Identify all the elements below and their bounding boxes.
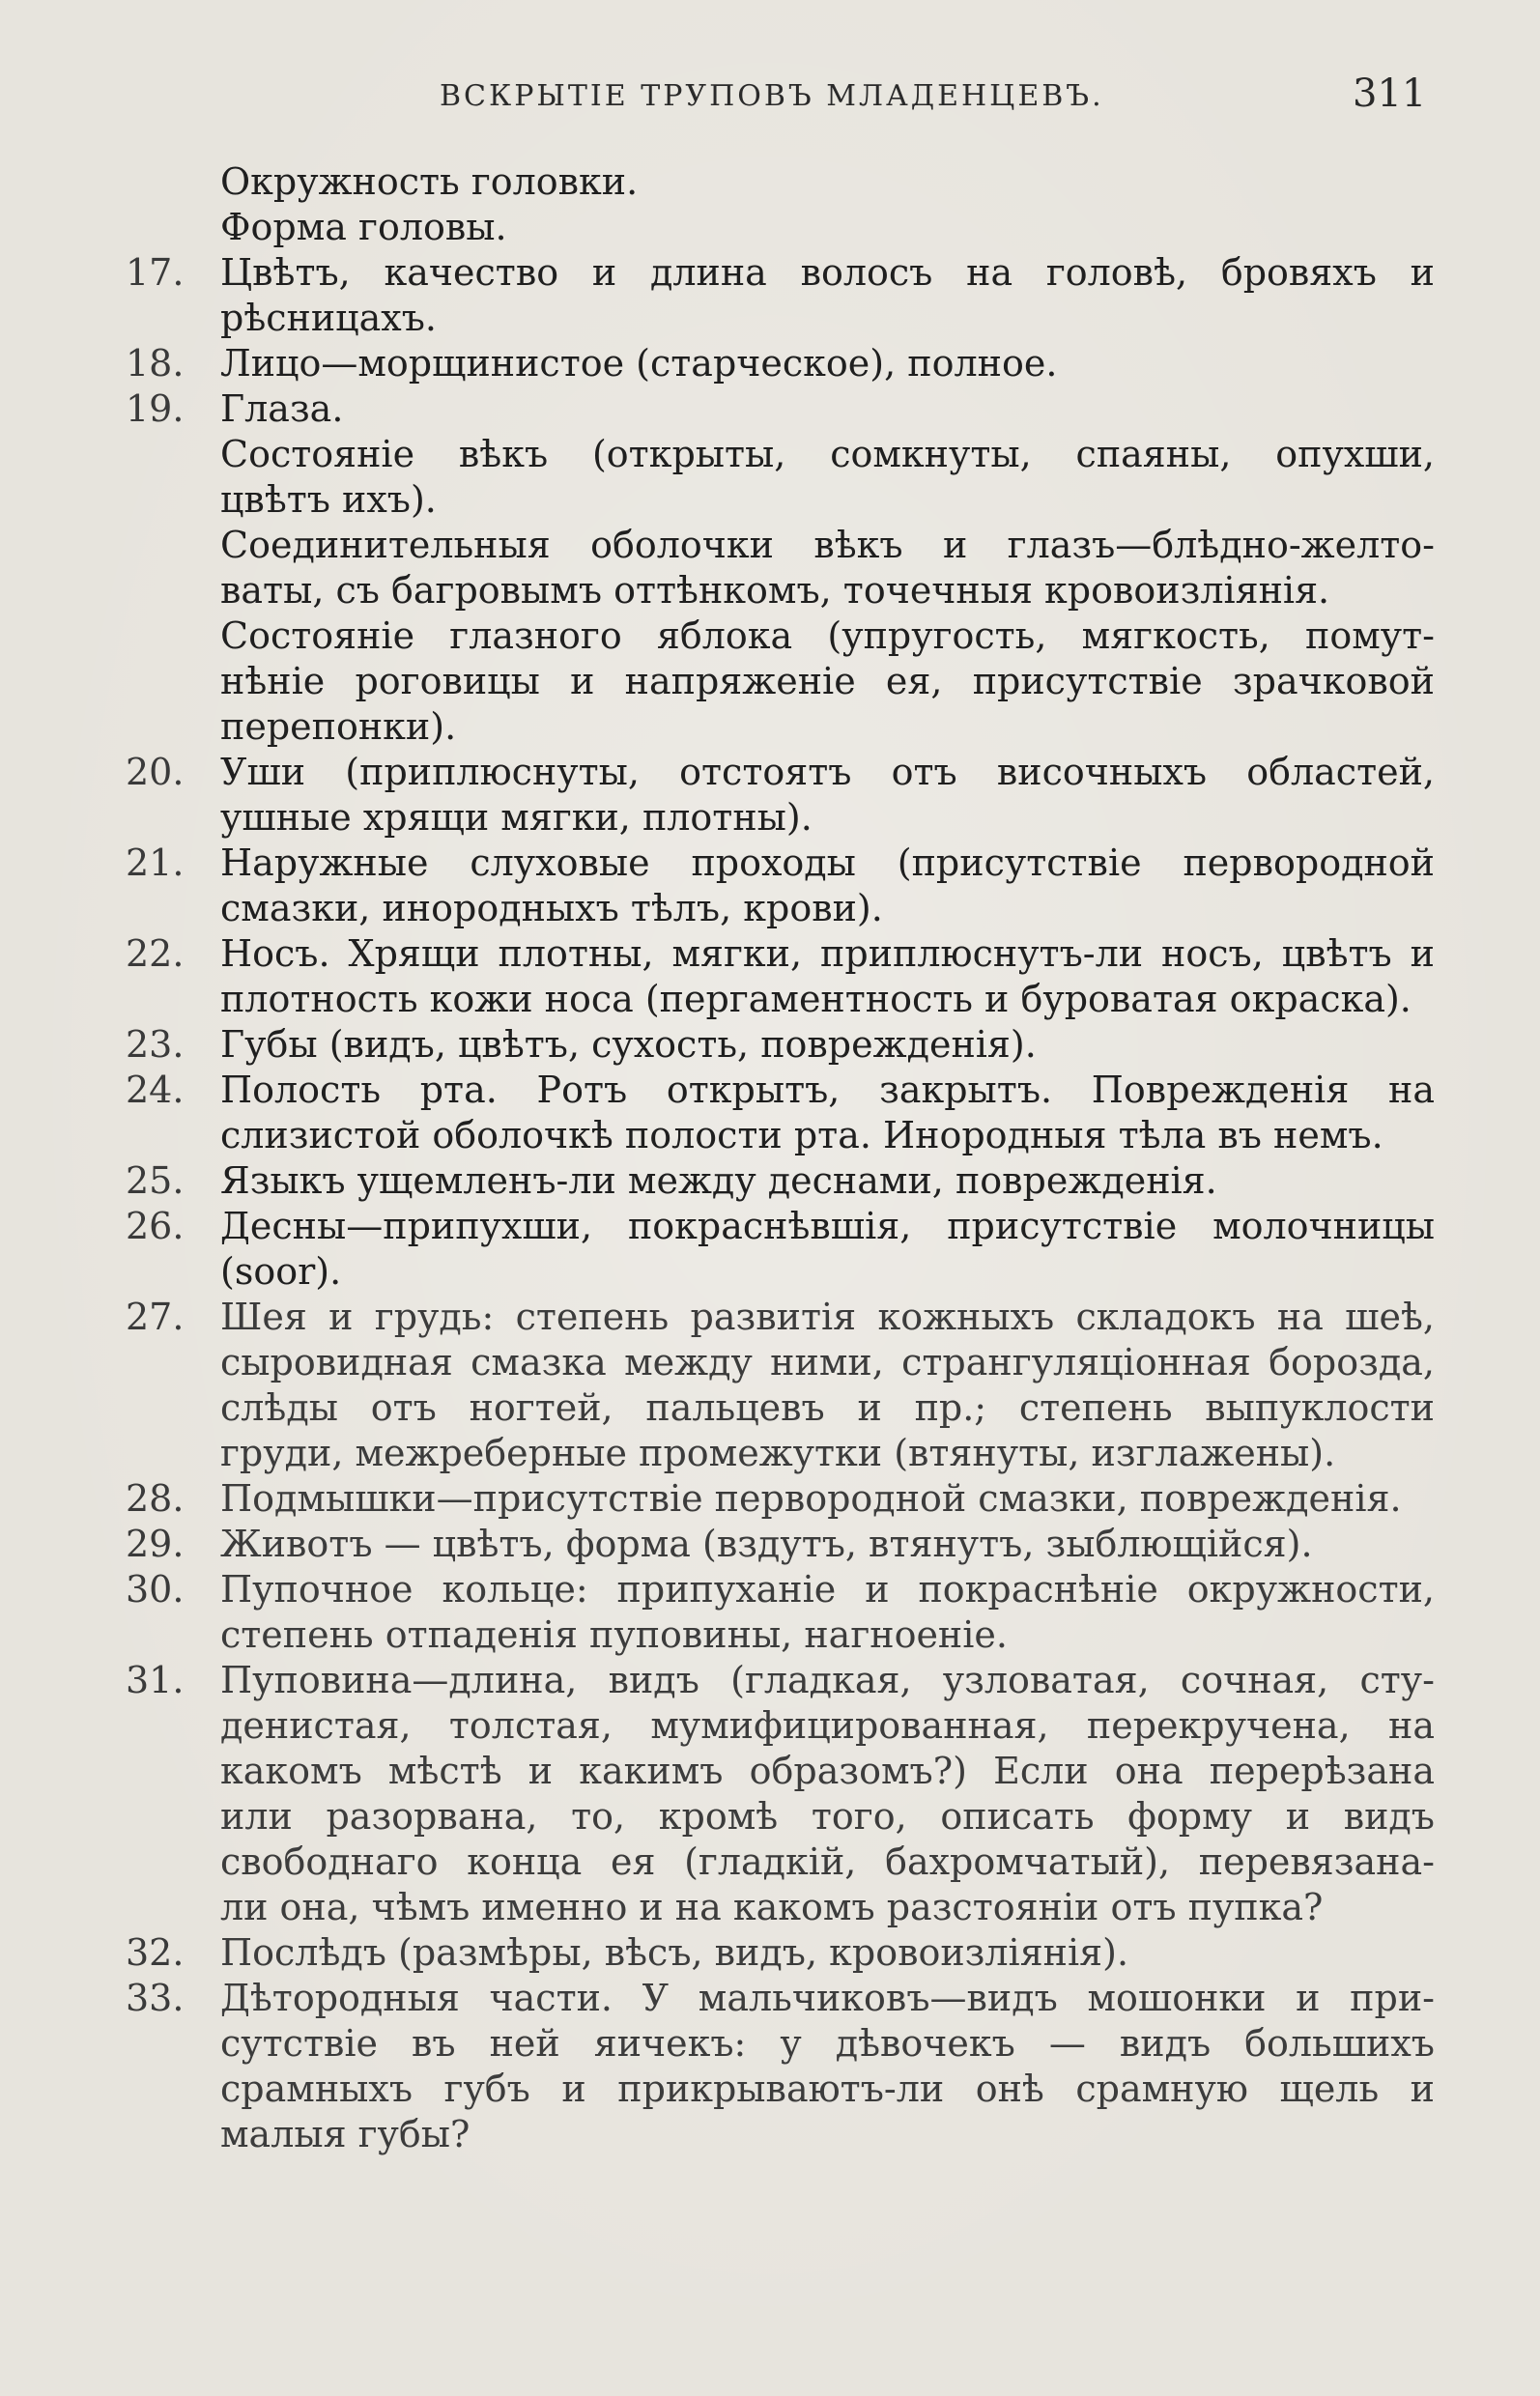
list-item [126, 1976, 1435, 2157]
item-text [220, 1068, 1435, 1158]
text-line: сутствіе въ ней яичекъ: у дѣвочекъ — видъ большихъ [220, 2022, 1435, 2065]
item-number: 17. [126, 251, 185, 294]
item-text [220, 613, 1435, 750]
item-text [220, 1976, 1435, 2157]
text-line: Глаза. [220, 387, 344, 430]
text-line: Носъ. Хрящи плотны, мягки, приплюснутъ-ли носъ, цвѣтъ и [220, 932, 1435, 975]
text-line: Десны—припухши, покраснѣвшія, присутствіе молочницы [220, 1205, 1435, 1247]
text-line: плотность кожи носа (пергаментность и буроватая окраска). [220, 978, 1412, 1020]
list-item [126, 613, 1435, 750]
text-line: Цвѣтъ, качество и длина волосъ на головѣ, бровяхъ и [220, 251, 1435, 294]
item-number: 25. [126, 1159, 185, 1202]
list-item [126, 1204, 1435, 1295]
list-item [126, 432, 1435, 523]
item-number: 22. [126, 932, 185, 975]
text-line: Губы (видъ, цвѣтъ, сухость, поврежденія). [220, 1023, 1037, 1066]
text-line: слѣды отъ ногтей, пальцевъ и пр.; степень выпуклости [220, 1386, 1435, 1429]
list-item [126, 386, 1435, 432]
text-line: смазки, инородныхъ тѣлъ, крови). [220, 887, 883, 929]
list-item [126, 250, 1435, 341]
text-line: малыя губы? [220, 2113, 471, 2155]
item-text [220, 341, 1435, 386]
item-text [220, 1658, 1435, 1930]
text-line: Дѣтородныя части. У мальчиковъ—видъ мошонки и при- [220, 1977, 1435, 2019]
item-text [220, 159, 1435, 205]
item-text [220, 1930, 1435, 1976]
text-line: Шея и грудь: степень развитія кожныхъ складокъ на шеѣ, [220, 1296, 1435, 1338]
page-body [126, 159, 1435, 2157]
list-item [126, 159, 1435, 205]
text-line: ли она, чѣмъ именно и на какомъ разстояніи отъ пупка? [220, 1886, 1324, 1928]
list-item [126, 1522, 1435, 1567]
list-item [126, 841, 1435, 931]
text-line: слизистой оболочкѣ полости рта. Инородныя тѣла въ немъ. [220, 1114, 1383, 1156]
list-item [126, 1930, 1435, 1976]
list-item [126, 205, 1435, 250]
list-item [126, 1295, 1435, 1476]
item-text [220, 250, 1435, 341]
text-line: цвѣтъ ихъ). [220, 478, 437, 521]
item-text [220, 1476, 1435, 1522]
text-line: перепонки). [220, 705, 457, 748]
list-item [126, 341, 1435, 386]
text-line: Состояніе вѣкъ (открыты, сомкнуты, спаяны, опухши, [220, 433, 1435, 475]
text-line: Языкъ ущемленъ-ли между деснами, поврежденія. [220, 1159, 1217, 1202]
text-line: Окружность головки. [220, 160, 639, 203]
text-line: срамныхъ губъ и прикрываютъ-ли онѣ срамную щель и [220, 2068, 1435, 2110]
text-line: Подмышки—присутствіе первородной смазки, поврежденія. [220, 1477, 1402, 1520]
item-number: 29. [126, 1523, 185, 1565]
text-line: нѣніе роговицы и напряженіе ея, присутствіе зрачковой [220, 660, 1435, 702]
list-item [126, 931, 1435, 1022]
text-line: Уши (приплюснуты, отстоятъ отъ височныхъ областей, [220, 751, 1435, 793]
text-line: ушные хрящи мягки, плотны). [220, 796, 813, 839]
item-text [220, 1567, 1435, 1658]
list-item [126, 1022, 1435, 1068]
text-line: или разорвана, то, кромѣ того, описать форму и видъ [220, 1795, 1435, 1838]
item-number: 24. [126, 1069, 185, 1111]
item-text [220, 1158, 1435, 1204]
item-text [220, 523, 1435, 613]
item-text [220, 432, 1435, 523]
text-line: Лицо—морщинистое (старческое), полное. [220, 342, 1058, 385]
list-item [126, 1158, 1435, 1204]
item-text [220, 386, 1435, 432]
page-number: 311 [1353, 71, 1427, 116]
item-number: 28. [126, 1477, 185, 1520]
text-line: сыровидная смазка между ними, странгуляціонная борозда, [220, 1341, 1435, 1383]
text-line: Пуповина—длина, видъ (гладкая, узловатая, сочная, сту- [220, 1659, 1435, 1701]
text-line: ваты, съ багровымъ оттѣнкомъ, точечныя кровоизліянія. [220, 569, 1330, 612]
item-number: 32. [126, 1931, 185, 1974]
item-text [220, 1022, 1435, 1068]
text-line: какомъ мѣстѣ и какимъ образомъ?) Если она перерѣзана [220, 1750, 1435, 1792]
text-line: груди, межреберные промежутки (втянуты, изглажены). [220, 1432, 1336, 1474]
item-number: 33. [126, 1977, 185, 2019]
text-line: свободнаго конца ея (гладкій, бахромчатый), перевязана- [220, 1840, 1435, 1883]
item-number: 26. [126, 1205, 185, 1247]
text-line: (soor). [220, 1250, 342, 1293]
running-title: ВСКРЫТІЕ ТРУПОВЪ МЛАДЕНЦЕВЪ. [440, 79, 1104, 113]
item-number: 19. [126, 387, 185, 430]
item-number: 23. [126, 1023, 185, 1066]
item-number: 30. [126, 1568, 185, 1611]
item-text [220, 841, 1435, 931]
list-item [126, 523, 1435, 613]
text-line: Полость рта. Ротъ открытъ, закрытъ. Поврежденія на [220, 1069, 1435, 1111]
text-line: Наружные слуховые проходы (присутствіе первородной [220, 841, 1435, 884]
item-text [220, 1204, 1435, 1295]
item-number: 18. [126, 342, 185, 385]
text-line: денистая, толстая, мумифицированная, перекручена, на [220, 1704, 1435, 1747]
list-item [126, 1658, 1435, 1930]
list-item [126, 1567, 1435, 1658]
item-number: 27. [126, 1296, 185, 1338]
text-line: степень отпаденія пуповины, нагноеніе. [220, 1613, 1008, 1656]
list-item [126, 1476, 1435, 1522]
text-line: Соединительныя оболочки вѣкъ и глазъ—блѣдно-желто- [220, 524, 1435, 566]
item-text [220, 205, 1435, 250]
text-line: Пупочное кольце: припуханіе и покраснѣніе окружности, [220, 1568, 1435, 1611]
item-number: 21. [126, 841, 185, 884]
item-number: 20. [126, 751, 185, 793]
text-line: рѣсницахъ. [220, 297, 437, 339]
text-line: Состояніе глазного яблока (упругость, мягкость, помут- [220, 614, 1435, 657]
text-line: Послѣдъ (размѣры, вѣсъ, видъ, кровоизліянія). [220, 1931, 1129, 1974]
item-number: 31. [126, 1659, 185, 1701]
text-line: Форма головы. [220, 206, 507, 248]
item-text [220, 750, 1435, 841]
list-item [126, 750, 1435, 841]
item-text [220, 1522, 1435, 1567]
list-item [126, 1068, 1435, 1158]
item-text [220, 1295, 1435, 1476]
text-line: Животъ — цвѣтъ, форма (вздутъ, втянутъ, зыблющійся). [220, 1523, 1313, 1565]
item-text [220, 931, 1435, 1022]
